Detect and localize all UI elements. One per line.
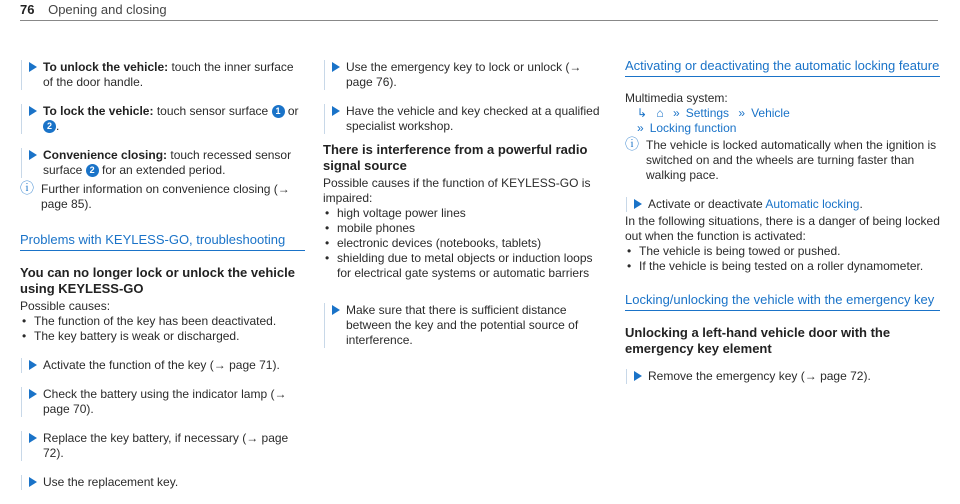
step-text: Remove the emergency key (→ page 72). bbox=[648, 369, 871, 383]
step-text: touch sensor surface bbox=[153, 104, 272, 118]
step-text: touch the inner surface of the door handle. bbox=[43, 60, 294, 89]
callout-2-icon: 2 bbox=[43, 120, 56, 133]
list-item: • high voltage power lines bbox=[323, 206, 608, 221]
step-remove-key bbox=[626, 369, 940, 384]
step-label: Convenience closing: bbox=[43, 148, 168, 162]
step-unlock bbox=[21, 60, 305, 90]
danger-text: In the following situations, there is a danger of being locked out when the function is activated: bbox=[625, 214, 940, 243]
automatic-locking-link[interactable]: Automatic locking bbox=[765, 197, 860, 211]
column-3 bbox=[625, 58, 940, 398]
chevron-right-icon: » bbox=[738, 106, 746, 120]
path-settings: Settings bbox=[685, 106, 730, 120]
subheading: You can no longer lock or unlock the vehicle using KEYLESS-GO bbox=[20, 265, 295, 296]
step-arrow-icon bbox=[332, 305, 340, 315]
chapter-title: Opening and closing bbox=[48, 2, 167, 17]
step-arrow-icon bbox=[29, 477, 37, 487]
header-divider bbox=[20, 20, 938, 21]
step-arrow-icon bbox=[332, 62, 340, 72]
step-arrow-icon bbox=[634, 199, 642, 209]
menu-path-2 bbox=[625, 121, 940, 136]
path-arrow-icon: ↳ bbox=[637, 106, 648, 120]
step-label: To unlock the vehicle: bbox=[43, 60, 169, 74]
step-text: Have the vehicle and key checked at a qualified specialist workshop. bbox=[346, 104, 600, 133]
danger-list bbox=[625, 244, 940, 274]
step-arrow-icon bbox=[29, 433, 37, 443]
list-item: • The vehicle is being towed or pushed. bbox=[625, 244, 940, 259]
step-text: . bbox=[859, 197, 863, 211]
subheading: Unlocking a left-hand vehicle door with the emergency key element bbox=[625, 325, 891, 356]
info-icon: ⓘ bbox=[20, 180, 34, 196]
path-locking-function: Locking function bbox=[649, 121, 737, 135]
chevron-right-icon: » bbox=[637, 121, 644, 135]
system-label: Multimedia system: bbox=[625, 91, 728, 105]
column-2 bbox=[323, 60, 608, 362]
causes-list bbox=[20, 314, 305, 344]
page-number: 76 bbox=[20, 2, 35, 17]
step-arrow-icon bbox=[29, 150, 37, 160]
step-emergency-key bbox=[324, 60, 608, 90]
step-text: Make sure that there is sufficient distance between the key and the potential source of interference. bbox=[346, 303, 579, 347]
step-check-battery bbox=[21, 387, 305, 417]
causes-label: Possible causes if the function of KEYLESS-GO is impaired: bbox=[323, 176, 591, 205]
step-text: Check the battery using the indicator lamp (→ page 70). bbox=[43, 387, 287, 416]
home-icon: ⌂ bbox=[656, 106, 664, 120]
subheading: There is interference from a powerful radio signal source bbox=[323, 142, 588, 173]
step-text: Use the replacement key. bbox=[43, 475, 179, 489]
step-replacement-key bbox=[21, 475, 305, 490]
section-heading: Activating or deactivating the automatic locking feature bbox=[625, 58, 940, 77]
list-item: • shielding due to metal objects or induction loops for electrical gate systems or automatic barriers bbox=[323, 251, 608, 281]
causes-label: Possible causes: bbox=[20, 299, 111, 313]
callout-1-icon: 1 bbox=[272, 105, 285, 118]
step-text: . bbox=[56, 119, 60, 133]
step-automatic-locking bbox=[626, 197, 940, 212]
step-workshop bbox=[324, 104, 608, 134]
list-item: • mobile phones bbox=[323, 221, 608, 236]
list-item: • The function of the key has been deactivated. bbox=[20, 314, 305, 329]
step-activate-key bbox=[21, 358, 305, 373]
step-arrow-icon bbox=[29, 389, 37, 399]
step-arrow-icon bbox=[29, 106, 37, 116]
info-note bbox=[625, 138, 940, 183]
column-1 bbox=[20, 60, 305, 504]
step-text: Use the emergency key to lock or unlock (→ page 76). bbox=[346, 60, 582, 89]
chevron-right-icon: » bbox=[673, 106, 680, 120]
info-note bbox=[20, 182, 305, 212]
menu-path bbox=[625, 106, 940, 121]
path-vehicle: Vehicle bbox=[751, 106, 790, 120]
step-arrow-icon bbox=[29, 360, 37, 370]
page-header bbox=[20, 2, 167, 17]
step-text: Activate or deactivate bbox=[648, 197, 766, 211]
list-item: • The key battery is weak or discharged. bbox=[20, 329, 305, 344]
step-lock bbox=[21, 104, 305, 134]
step-text: touch recessed sensor surface bbox=[43, 148, 292, 177]
section-heading: Problems with KEYLESS-GO, troubleshooting bbox=[20, 232, 305, 251]
step-arrow-icon bbox=[332, 106, 340, 116]
info-icon: ⓘ bbox=[625, 136, 639, 152]
callout-2-icon: 2 bbox=[86, 164, 99, 177]
step-text: for an extended period. bbox=[98, 163, 226, 177]
note-text: Further information on convenience closing (→ page 85). bbox=[41, 182, 290, 211]
step-text: Replace the key battery, if necessary (→ page 72). bbox=[43, 431, 289, 460]
step-text: or bbox=[284, 104, 299, 118]
note-text: The vehicle is locked automatically when the ignition is switched on and the wheels are turning faster than walking pace. bbox=[646, 138, 937, 182]
step-convenience-closing bbox=[21, 148, 305, 178]
step-distance bbox=[324, 303, 608, 348]
step-text: Activate the function of the key (→ page 71). bbox=[43, 358, 280, 372]
step-arrow-icon bbox=[634, 371, 642, 381]
list-item: • If the vehicle is being tested on a roller dynamometer. bbox=[625, 259, 940, 274]
step-replace-battery bbox=[21, 431, 305, 461]
step-arrow-icon bbox=[29, 62, 37, 72]
causes-list bbox=[323, 206, 608, 281]
step-label: To lock the vehicle: bbox=[43, 104, 154, 118]
section-heading: Locking/unlocking the vehicle with the emergency key bbox=[625, 292, 940, 311]
list-item: • electronic devices (notebooks, tablets) bbox=[323, 236, 608, 251]
